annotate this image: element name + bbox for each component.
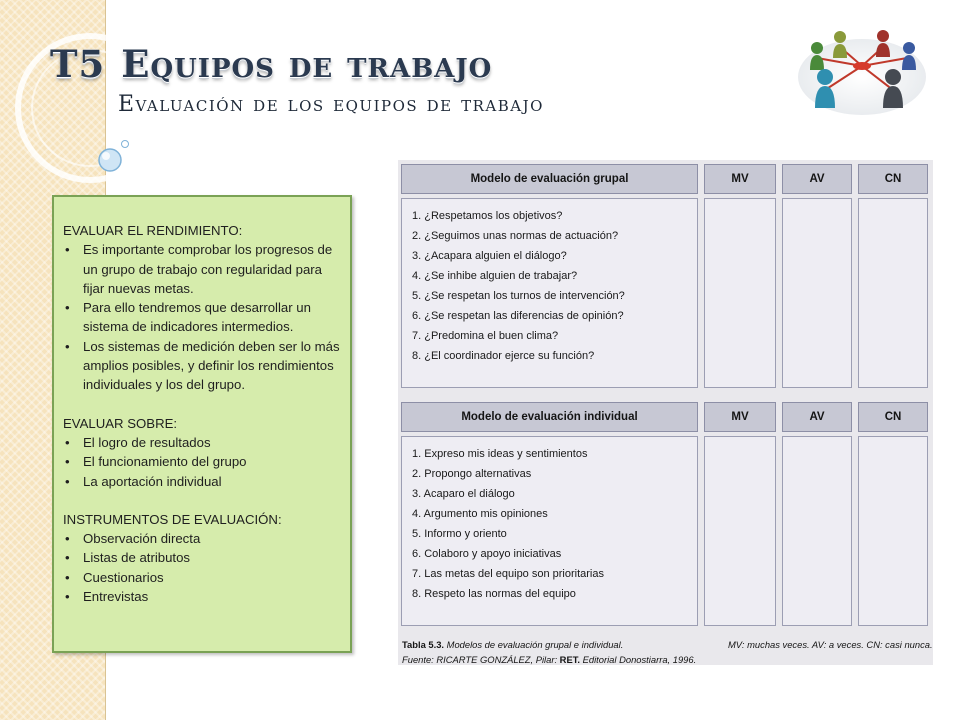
section-instrumentos [63, 510, 342, 606]
individual-statement: 5. Informo y oriento [412, 528, 507, 540]
bullet-list [63, 433, 342, 491]
individual-statement: 2. Propongo alternativas [412, 468, 532, 480]
source-rest: Editorial Donostiarra, 1996. [580, 654, 697, 665]
section-heading: EVALUAR SOBRE: [63, 415, 178, 431]
source-label: Fuente: RICARTE GONZÁLEZ, Pilar: [402, 654, 558, 665]
group-question: 7. ¿Predomina el buen clima? [412, 330, 559, 342]
individual-model-header: Modelo de evaluación individual [401, 402, 698, 432]
spacer [63, 491, 342, 510]
individual-statement: 8. Respeto las normas del equipo [412, 588, 576, 600]
bullet-list [63, 240, 342, 394]
list-item: • Los sistemas de medición deben ser lo más amplios posibles, y definir los rendimientos individuales y los del grupo. [63, 337, 342, 395]
list-item: • Cuestionarios [63, 568, 342, 587]
group-av-cell [782, 198, 852, 388]
table-legend: MV: muchas veces. AV: a veces. CN: casi nunca. [728, 639, 933, 650]
individual-statement: 6. Colaboro y apoyo iniciativas [412, 548, 562, 560]
individual-statement: 1. Expreso mis ideas y sentimientos [412, 448, 588, 460]
slide-subtitle: Evaluación de los equipos de trabajo [118, 92, 544, 117]
individual-statement: 4. Argumento mis opiniones [412, 508, 548, 520]
section-rendimiento [63, 221, 342, 395]
individual-statement: 3. Acaparo el diálogo [412, 488, 515, 500]
individual-statement-list [412, 444, 604, 604]
list-item: • El logro de resultados [63, 433, 342, 452]
group-model-header: Modelo de evaluación grupal [401, 164, 698, 194]
group-question: 1. ¿Respetamos los objetivos? [412, 210, 563, 222]
individual-col-av: AV [782, 402, 852, 432]
group-col-mv: MV [704, 164, 776, 194]
group-col-cn: CN [858, 164, 928, 194]
group-question: 3. ¿Acapara alguien el diálogo? [412, 250, 567, 262]
group-cn-cell [858, 198, 928, 388]
title-number: T5 [50, 42, 106, 86]
list-item: • Observación directa [63, 529, 342, 548]
caption-line-1 [402, 637, 696, 652]
spacer [63, 395, 342, 414]
list-item: • Es importante comprobar los progresos de un grupo de trabajo con regularidad para fijar nuevas metas. [63, 240, 342, 298]
section-heading: EVALUAR EL RENDIMIENTO: [63, 223, 243, 238]
list-item: • Listas de atributos [63, 548, 342, 567]
table-caption [402, 637, 696, 667]
group-question: 6. ¿Se respetan las diferencias de opinión? [412, 310, 624, 322]
source-bold: RET. [557, 654, 580, 665]
group-mv-cell [704, 198, 776, 388]
group-question: 4. ¿Se inhibe alguien de trabajar? [412, 270, 578, 282]
caption-label: Tabla 5.3. [402, 639, 445, 650]
group-col-av: AV [782, 164, 852, 194]
caption-line-2 [402, 652, 696, 667]
section-evaluar-sobre [63, 414, 342, 491]
group-question-list [412, 206, 625, 366]
group-question: 8. ¿El coordinador ejerce su función? [412, 350, 595, 362]
team-network-icon [795, 22, 930, 117]
individual-mv-cell [704, 436, 776, 626]
group-question: 2. ¿Seguimos unas normas de actuación? [412, 230, 619, 242]
list-item: • Para ello tendremos que desarrollar un sistema de indicadores intermedios. [63, 298, 342, 337]
individual-col-cn: CN [858, 402, 928, 432]
individual-av-cell [782, 436, 852, 626]
individual-statement: 7. Las metas del equipo son prioritarias [412, 568, 604, 580]
bullet-list [63, 529, 342, 606]
individual-cn-cell [858, 436, 928, 626]
caption-text: Modelos de evaluación grupal e individual. [444, 639, 624, 650]
group-question: 5. ¿Se respetan los turnos de intervención? [412, 290, 625, 302]
title-text: Equipos de trabajo [121, 42, 493, 86]
individual-col-mv: MV [704, 402, 776, 432]
list-item: • El funcionamiento del grupo [63, 452, 342, 471]
list-item: • Entrevistas [63, 587, 342, 606]
slide-title [50, 42, 492, 86]
section-heading: INSTRUMENTOS DE EVALUACIÓN: [63, 511, 282, 527]
list-item: • La aportación individual [63, 472, 342, 491]
evaluation-textbox [52, 195, 352, 653]
